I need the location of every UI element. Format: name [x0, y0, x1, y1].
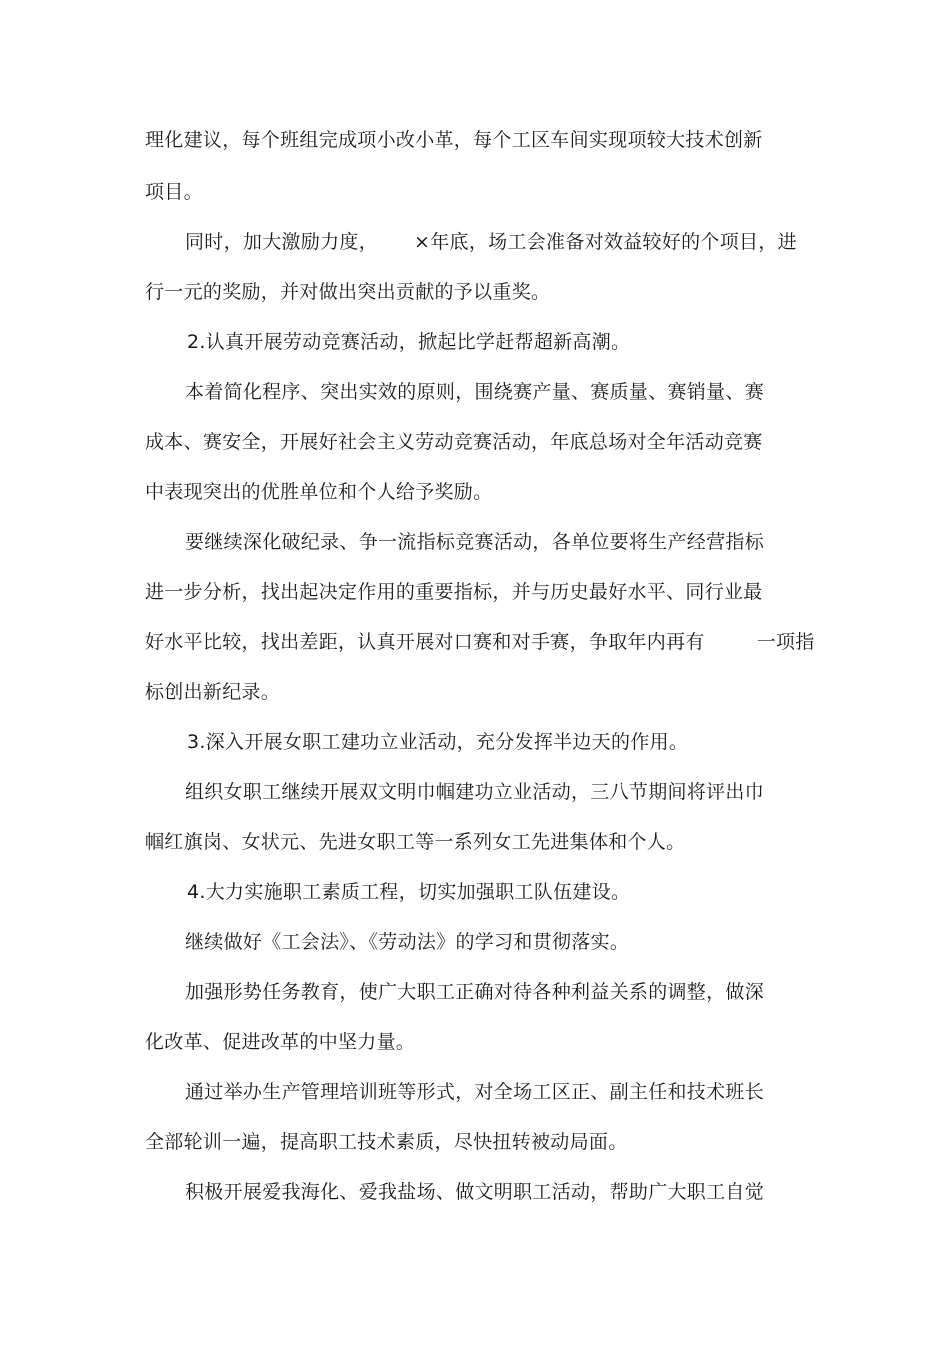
text-line-11	[145, 630, 815, 654]
text-line-2	[145, 180, 203, 204]
text-segment: 组织女职工继续开展双文明巾帼建功立业活动，三八节期间将评出巾	[185, 781, 765, 803]
text-segment: 帼红旗岗、女状元、先进女职工等一系列女工先进集体和个人。	[145, 831, 686, 853]
text-line-10	[145, 580, 763, 604]
text-line-12	[145, 680, 280, 704]
text-segment: 成本、赛安全，开展好社会主义劳动竞赛活动，年底总场对全年活动竞赛	[145, 431, 763, 453]
text-segment: 要继续深化破纪录、争一流指标竞赛活动，各单位要将生产经营指标	[185, 531, 765, 553]
text-line-8	[145, 480, 492, 504]
text-segment: 标创出新纪录。	[145, 681, 281, 703]
text-line-7	[145, 430, 763, 454]
text-segment: 全部轮训一遍，提高职工技术素质，尽快扭转被动局面。	[145, 1131, 628, 1153]
text-segment: 2.认真开展劳动竞赛活动，掀起比学赶帮超新高潮。	[187, 331, 631, 353]
text-segment: ×年底，场工会准备对效益较好的个项目，进	[414, 231, 797, 253]
text-segment: 3.深入开展女职工建功立业活动，充分发挥半边天的作用。	[187, 731, 689, 753]
text-segment: 4.大力实施职工素质工程，切实加强职工队伍建设。	[187, 881, 631, 903]
text-segment: 项目。	[145, 181, 203, 203]
text-line-1	[145, 128, 763, 152]
text-segment: 化改革、促进改革的中坚力量。	[145, 1031, 416, 1053]
text-line-22	[185, 1180, 764, 1204]
text-line-19	[145, 1030, 415, 1054]
text-line-3	[185, 230, 797, 254]
text-line-20	[185, 1080, 764, 1104]
text-segment: 进一步分析，找出起决定作用的重要指标，并与历史最好水平、同行业最	[145, 581, 763, 603]
text-line-17	[185, 930, 629, 954]
text-segment: 理化建议，每个班组完成项小改小革，每个工区车间实现项较大技术创新	[145, 129, 763, 151]
text-line-15	[145, 830, 685, 854]
text-line-14	[185, 780, 764, 804]
text-segment: 通过举办生产管理培训班等形式，对全场工区正、副主任和技术班长	[185, 1081, 765, 1103]
text-segment: 继续做好《工会法》、《劳动法》的学习和贯彻落实。	[185, 931, 630, 953]
text-segment: 加强形势任务教育，使广大职工正确对待各种利益关系的调整，做深	[185, 981, 765, 1003]
text-segment: 中表现突出的优胜单位和个人给予奖励。	[145, 481, 493, 503]
text-line-6	[185, 380, 764, 404]
section-heading-3	[187, 730, 688, 754]
text-line-21	[145, 1130, 628, 1154]
text-line-18	[185, 980, 764, 1004]
section-heading-4	[187, 880, 630, 904]
text-segment: 好水平比较，找出差距，认真开展对口赛和对手赛，争取年内再有	[145, 631, 705, 653]
text-segment: 一项指	[756, 631, 815, 653]
text-segment: 同时，加大激励力度，	[185, 231, 379, 253]
section-heading-2	[187, 330, 630, 354]
text-segment: 积极开展爱我海化、爱我盐场、做文明职工活动，帮助广大职工自觉	[185, 1181, 765, 1203]
text-line-4	[145, 280, 550, 304]
text-segment: 行一元的奖励，并对做出突出贡献的予以重奖。	[145, 281, 551, 303]
text-line-9	[185, 530, 764, 554]
text-segment: 本着简化程序、突出实效的原则，围绕赛产量、赛质量、赛销量、赛	[185, 381, 765, 403]
